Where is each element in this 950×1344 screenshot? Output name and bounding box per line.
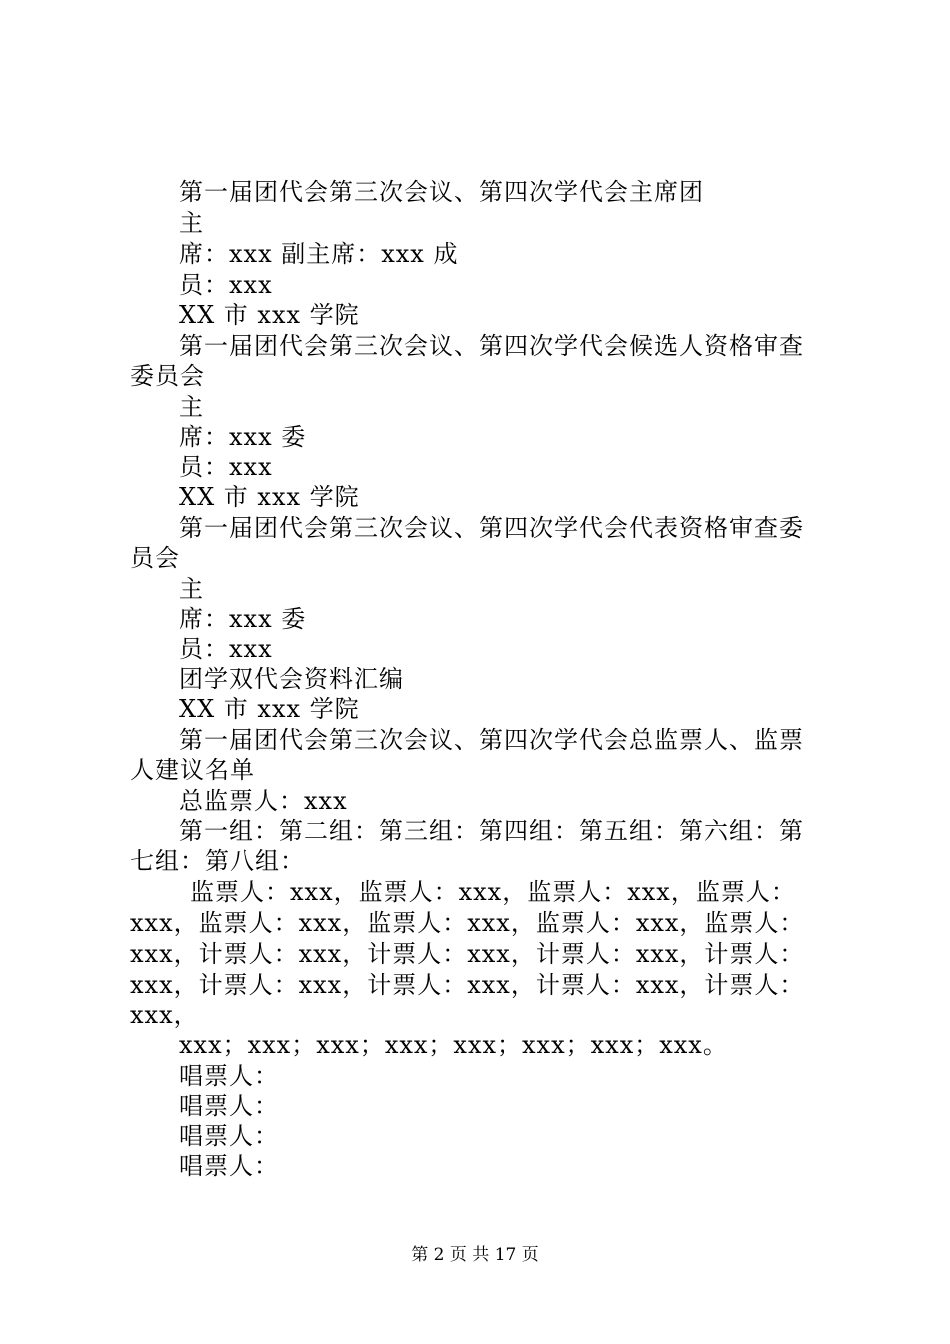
- heading-scrutineers: 第一届团代会第三次会议、第四次学代会总监票人、监票: [179, 726, 804, 754]
- text-line: 席：xxx 委: [179, 605, 307, 633]
- group-line: 第一组：第二组：第三组：第四组：第五组：第六组：第: [179, 817, 804, 845]
- heading-candidate-committee: 第一届团代会第三次会议、第四次学代会候选人资格审查: [179, 332, 804, 360]
- chief-scrutineer-line: 总监票人：xxx: [179, 787, 348, 815]
- group-line: 七组：第八组：: [130, 847, 305, 875]
- counter-line: xxx，计票人：xxx，计票人：xxx，计票人：xxx，计票人：: [130, 940, 805, 968]
- text-line: 主: [179, 209, 204, 237]
- text-line: 席：xxx 副主席：xxx 成: [179, 240, 459, 268]
- text-line: 主: [179, 393, 204, 421]
- teller-line: 唱票人：: [179, 1152, 279, 1180]
- section-title: 团学双代会资料汇编: [179, 665, 404, 693]
- names-line: xxx；xxx；xxx；xxx；xxx；xxx；xxx；xxx。: [179, 1031, 728, 1059]
- text-line: 员：xxx: [179, 635, 273, 663]
- page-footer: 第 2 页 共 17 页: [411, 1245, 539, 1265]
- scrutineer-line: 监票人：xxx，监票人：xxx，监票人：xxx，监票人：: [190, 878, 796, 906]
- teller-line: 唱票人：: [179, 1092, 279, 1120]
- institution-line: XX 市 xxx 学院: [179, 483, 360, 511]
- counter-line: xxx，: [130, 1001, 199, 1029]
- institution-line: XX 市 xxx 学院: [179, 695, 360, 723]
- heading-presidium: 第一届团代会第三次会议、第四次学代会主席团: [179, 178, 704, 206]
- heading-delegate-committee: 第一届团代会第三次会议、第四次学代会代表资格审查委: [179, 514, 804, 542]
- teller-line: 唱票人：: [179, 1062, 279, 1090]
- institution-line: XX 市 xxx 学院: [179, 301, 360, 329]
- text-line: 员：xxx: [179, 271, 273, 299]
- heading-continuation: 员会: [130, 544, 180, 572]
- teller-line: 唱票人：: [179, 1122, 279, 1150]
- heading-continuation: 委员会: [130, 362, 205, 390]
- text-line: 席：xxx 委: [179, 423, 307, 451]
- scrutineer-line: xxx，监票人：xxx，监票人：xxx，监票人：xxx，监票人：: [130, 909, 805, 937]
- counter-line: xxx，计票人：xxx，计票人：xxx，计票人：xxx，计票人：: [130, 971, 805, 999]
- heading-continuation: 人建议名单: [130, 756, 255, 784]
- text-line: 员：xxx: [179, 453, 273, 481]
- text-line: 主: [179, 575, 204, 603]
